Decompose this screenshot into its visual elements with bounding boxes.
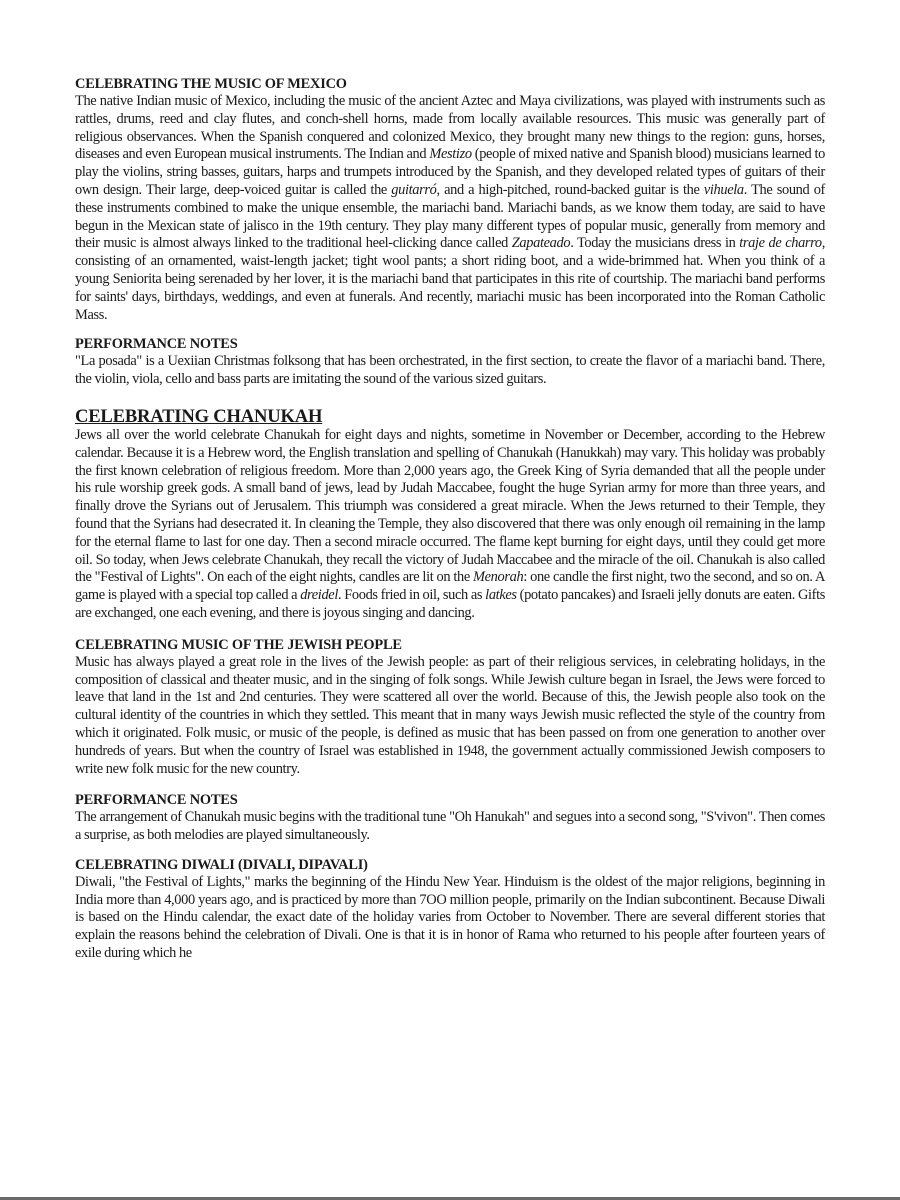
section-body: Diwali, "the Festival of Lights," marks the beginning of the Hindu New Year. Hinduism is the oldest of the major religions, beginning in India more than 4,000 years ago, and is practiced by more than 7OO million people, primarily on the Indian subcontinent. Because Diwali is based on the Hindu calendar, the exact date of the holiday varies from October to November. There are several different stories that explain the reasons behind the celebration of Divali. One is that it is in honor of Rama who returned to his people after fourteen years of exile during which he [75, 873, 825, 962]
italic-term: vihuela [703, 181, 744, 198]
section-heading: CELEBRATING THE MUSIC OF MEXICO [75, 76, 347, 92]
section-jewish-music [75, 637, 825, 779]
section-chanukah [75, 406, 825, 623]
body-text: , and a high-pitched, round-backed guitar is the [436, 181, 704, 198]
section-body [75, 427, 825, 623]
body-text: . The sound of these instruments combined to make the unique ensemble, the mariachi band. Mariachi bands, as we know them today, are said to have begun in the Mexican state of jalisco in the 19th century. They play many different types of popular music, generally from memory and their music is almost always linked to the traditional heel-clicking dance called [75, 181, 826, 252]
body-text: Jews all over the world celebrate Chanukah for eight days and nights, sometime in November or December, according to the Hebrew calendar. Because it is a Hebrew word, the English translation and spelling of Chanukah (Hanukkah) may vary. This holiday was probably the first known celebration of religious freedom. More than 2,000 years ago, the Greek King of Syria demanded that all the people under his rule worship greek gods. A small band of jews, lead by Judah Maccabee, fought the huge Syrian army for more than three years, and finally drove the Syrians out of Jerusalem. This triumph was considered a great miracle. When the Jews returned to their Temple, they found that the Syrians had desecrated it. In cleaning the Temple, they also discovered that there was only enough oil remaining in the lamp for the eternal flame to last for one day. Then a second miracle occurred. The flame kept burning for eight days, until they could get more oil. So today, when Jews celebrate Chanukah, they recall the victory of Judah Maccabee and the miracle of the oil. Chanukah is also called the "Festival of Lights". On each of the eight nights, candles are lit on the [75, 426, 825, 586]
body-text: (potato pancakes) and Israeli jelly donuts are eaten. Gifts are exchanged, one each evening, and there is joyous singing and dancing. [75, 587, 825, 621]
section-performance-notes-mexico [75, 336, 825, 389]
italic-term: Zapateado [511, 235, 571, 252]
italic-term: Menorah [473, 569, 524, 586]
section-body: "La posada" is a Uexiian Christmas folksong that has been orchestrated, in the first section, to create the flavor of a mariachi band. There, the violin, viola, cello and bass parts are imitating the sound of the various sized guitars. [75, 353, 825, 388]
italic-term: traje de charro [739, 235, 822, 252]
body-text: The native Indian music of Mexico, including the music of the ancient Aztec and Maya civilizations, was played with instruments such as rattles, drums, reed and clay flutes, and conch-shell horns, made from locally available resources. This music was generally part of religious observances. When the Spanish conquered and colonized Mexico, they brought many new things to the region: guns, horses, diseases and even European musical instruments. The Indian and [75, 93, 825, 163]
section-mexico [75, 76, 825, 324]
section-heading: PERFORMANCE NOTES [75, 792, 238, 809]
body-text: , consisting of an ornamented, waist-length jacket; tight wool pants; a short riding boot, and a wide-brimmed hat. When you think of a young Seniorita being serenaded by her lover, it is the mariachi band that participates in this rite of courtship. The mariachi band performs for saints' days, birthdays, weddings, and even at funerals. And recently, mariachi music has been incorporated into the Roman Catholic Mass. [75, 235, 825, 323]
body-text: . Foods fried in oil, such as [337, 587, 486, 604]
section-body: Music has always played a great role in the lives of the Jewish people: as part of their religious services, in celebrating holidays, in the composition of classical and theater music, and in the singing of folk songs. While Jewish culture began in Israel, the Jews were forced to leave that land in the 1st and 2nd centuries. They were scattered all over the world. Because of this, the Jewish people also took on the cultural identity of the countries in which they settled. This meant that in many ways Jewish music reflected the style of the country from which it originated. Folk music, or music of the people, is defined as music that has been passed on from one generation to another over hundreds of years. But when the country of Israel was established in 1948, the government actually commissioned Jewish composers to write new folk music for the new country. [75, 653, 825, 777]
body-text: (people of mixed native and Spanish blood) musicians learned to play the violins, string basses, guitars, harps and trumpets introduced by the Spanish, and they developed related types of guitars of their own design. Their large, deep-voiced guitar is called the [75, 146, 825, 198]
section-body: The arrangement of Chanukah music begins with the traditional tune "Oh Hanukah" and segues into a second song, "S'vivon". Then comes a surprise, as both melodies are played simultaneously. [75, 809, 825, 844]
italic-term: guitarró [391, 181, 437, 198]
body-text: . Today the musicians dress in [570, 235, 740, 252]
section-heading: CELEBRATING DIWALI (DIVALI, DIPAVALI) [75, 856, 368, 873]
section-diwali [75, 857, 825, 963]
section-heading-major: CELEBRATING CHANUKAH [75, 405, 323, 427]
document-page [75, 76, 825, 963]
italic-term: dreidel [300, 587, 338, 604]
section-heading: PERFORMANCE NOTES [75, 336, 238, 353]
section-body [75, 93, 825, 324]
section-performance-notes-chanukah [75, 792, 825, 845]
italic-term: Mestizo [429, 146, 472, 163]
body-text: : one candle the first night, two the second, and so on. A game is played with a special top called a [75, 569, 825, 604]
italic-term: latkes [485, 587, 517, 604]
section-heading: CELEBRATING MUSIC OF THE JEWISH PEOPLE [75, 636, 402, 653]
